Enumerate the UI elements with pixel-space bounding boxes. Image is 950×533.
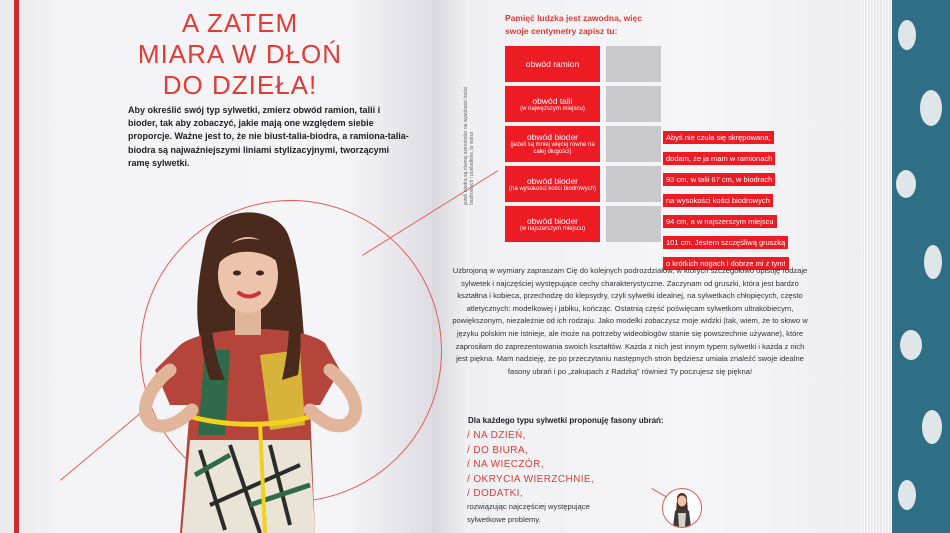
measurement-input-box <box>606 46 661 82</box>
note-line: 93 cm, w talii 67 cm, w biodrach <box>663 173 775 186</box>
measurement-label <box>505 86 600 122</box>
measurement-hint: (w najwęższym miejscu) <box>520 105 585 112</box>
note-line: 101 cm. Jestem szczęśliwą gruszką <box>663 236 788 249</box>
measurement-name: obwód bioder <box>526 215 579 226</box>
list-item: / NA WIECZÓR, <box>467 459 544 471</box>
measurement-row <box>505 166 655 202</box>
intro-paragraph: Aby określić swój typ sylwetki, zmierz obwód ramion, talii i bioder, tak aby zobaczyć, jakie mają one względem siebie proporcje. Ważne jest to, że nie biust-talia-biodra, a ramiona-talia-biodra są najważniejszymi liniami stylizacyjnymi, tworzącymi ramę sylwetki. <box>128 105 409 168</box>
felt-cutout <box>898 20 916 50</box>
red-page-edge <box>14 0 19 533</box>
felt-cutout <box>900 330 922 360</box>
measurement-name: obwód ramion <box>525 59 580 69</box>
outfit-list <box>467 429 667 502</box>
measurement-hint: (jeżeli są mniej więcej równe na całej długości) <box>510 142 595 155</box>
measurement-name: obwód bioder <box>526 132 579 142</box>
author-measurements-note <box>663 127 823 274</box>
memory-note: Pamięć ludzka jest zawodna, więc swoje centymetry zapisz tu: <box>505 13 642 36</box>
blue-felt-background <box>890 0 950 533</box>
note-line: Abyś nie czuła się skrępowana, <box>663 131 774 144</box>
measurement-input-box <box>606 126 661 162</box>
measurement-name: obwód talii <box>532 95 573 106</box>
small-woman-photo <box>663 489 701 527</box>
measurement-name: obwód bioder <box>526 175 579 186</box>
outfits-heading: Dla każdego typu sylwetki proponuję fasony ubrań: <box>468 416 664 425</box>
chapter-headline <box>110 8 370 101</box>
note-line: na wysokości kości biodrowych <box>663 194 773 207</box>
measurement-input-box <box>606 166 661 202</box>
measurement-hint: (w najszerszym miejscu) <box>519 225 586 232</box>
list-item: / OKRYCIA WIERZCHNIE, <box>467 473 595 485</box>
measurement-row <box>505 126 655 162</box>
felt-cutout <box>922 410 942 444</box>
measurement-row <box>505 46 655 82</box>
measurement-label <box>505 126 600 162</box>
headline-line: A ZATEM <box>181 8 299 38</box>
vertical-side-note: jeżeli biodra są równej szerokości na wysokości kości biodrowych i pośladków, to wpisz <box>463 86 475 205</box>
measurement-input-box <box>606 206 661 242</box>
felt-cutout <box>920 90 942 126</box>
note-line: o krótkich nogach i dobrze mi z tym! <box>663 257 789 270</box>
felt-cutout <box>924 245 942 279</box>
measurement-row <box>505 206 655 242</box>
measurement-input-box <box>606 86 661 122</box>
list-item: / NA DZIEŃ, <box>467 430 526 441</box>
closing-text: rozwiązując najczęściej występujące sylwetkowe problemy. <box>467 502 590 524</box>
headline-line: MIARA W DŁOŃ <box>137 39 343 69</box>
small-portrait-circle <box>662 488 702 528</box>
measurement-row <box>505 86 655 122</box>
list-item: / DO BIURA, <box>467 444 529 456</box>
body-paragraph: Uzbrojoną w wymiary zapraszam Cię do kolejnych podrozdziałów, w których szczegółowo opisuję rodzaje sylwetek i najczęściej występujące cechy charakterystyczne. Zaczynam od gruszki, która jest bardzo kształtna i kobieca, przechodzę do klepsydry, czyli sylwetki idealnej, na sylwetkach chłopięcych, często atletycznych: modelkowej i jabłku, kończąc. Ostatnią część poświęcam sylwetkom ultrakobiecym, powiększonym, niezależnie od ich rodzaju. Jako modelki zobaczysz moje widzki (tak, wiem, że to słowo w języku polskim nie istnieje, ale może na potrzeby wideoblogów stanie się powszechnie używane), które zaprosiłam do zaprezentowania swoich kształtów. Każda z nich jest innym typem sylwetki i każda z nich jest piękna. Mam nadzieję, że po przeczytaniu następnych stron będziesz umiała znaleźć swoje idealne fasony ubrań i po „zakupach z Radzką” również Ty poczujesz się piękna! <box>452 266 808 376</box>
note-line: dodam, że ja mam w ramionach <box>663 152 775 165</box>
note-line: 94 cm, a w najszerszym miejscu <box>663 215 777 228</box>
measurement-label <box>505 46 600 82</box>
headline-line: DO DZIEŁA! <box>162 70 318 100</box>
woman-portrait-photo <box>110 205 380 533</box>
page-stack-edges <box>860 0 892 533</box>
measurement-hint: (na wysokości kości biodrowych) <box>508 185 597 192</box>
measurement-label <box>505 166 600 202</box>
felt-cutout <box>898 480 916 510</box>
measurement-label <box>505 206 600 242</box>
felt-cutout <box>896 170 916 198</box>
list-item: / DODATKI, <box>467 488 524 500</box>
